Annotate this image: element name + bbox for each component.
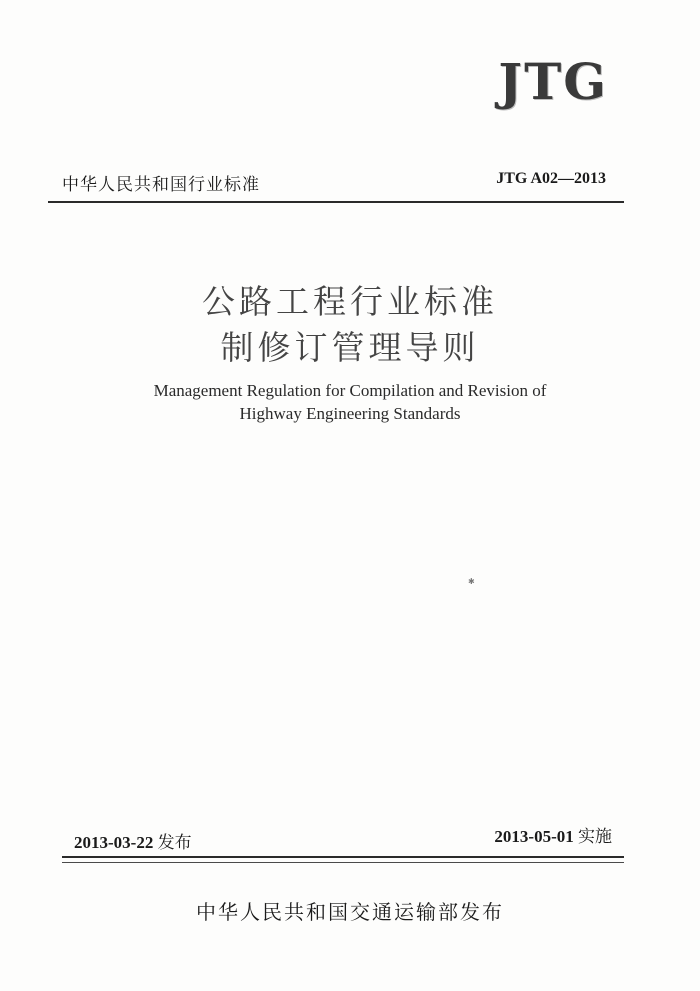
english-title-line-2: Highway Engineering Standards	[239, 404, 461, 423]
english-title-line-1: Management Regulation for Compilation and Revision of	[153, 381, 547, 400]
issue-date-block	[74, 828, 192, 853]
chinese-title-line-2: 制修订管理导则	[220, 328, 480, 367]
standard-code: JTG A02—2013	[496, 170, 606, 187]
effective-date: 2013-05-01	[494, 827, 574, 846]
effective-label: 实施	[578, 827, 612, 847]
chinese-title-line-1: 公路工程行业标准	[202, 282, 498, 321]
industry-standard-label: 中华人民共和国行业标准	[62, 175, 260, 195]
footer-divider-thin	[62, 862, 624, 863]
scan-speck: ✱	[468, 577, 475, 586]
jtg-logo: JTG	[498, 52, 608, 111]
effective-date-block	[494, 822, 612, 847]
footer-divider-thick	[62, 856, 624, 858]
issue-date: 2013-03-22	[74, 833, 154, 852]
header-divider	[48, 201, 624, 203]
issue-label: 发布	[157, 833, 192, 853]
publisher: 中华人民共和国交通运输部发布	[196, 900, 504, 924]
